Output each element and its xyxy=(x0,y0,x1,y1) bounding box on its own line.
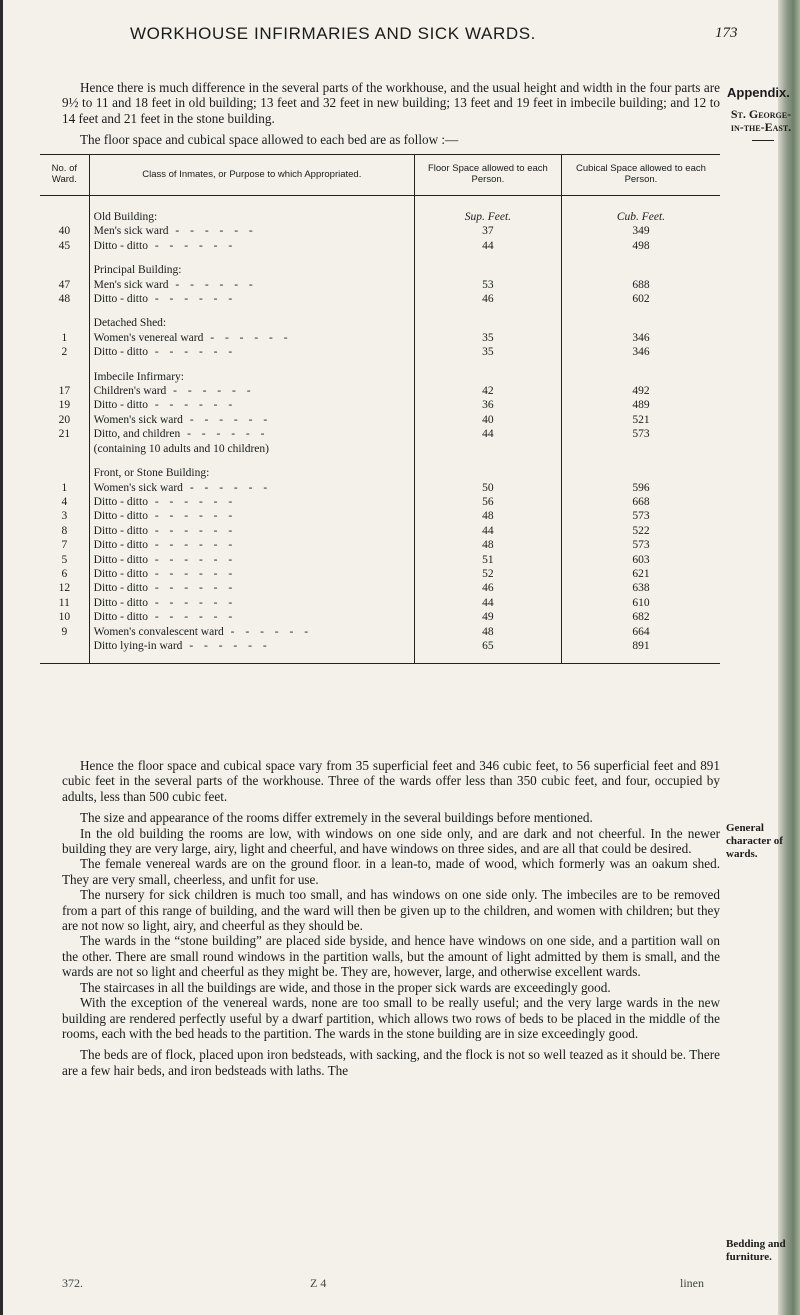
table-row xyxy=(40,292,720,306)
leader-dashes: - - - - - - xyxy=(168,225,257,238)
floor-space-value: 52 xyxy=(414,567,561,581)
table-row xyxy=(40,610,720,624)
ward-class-cell xyxy=(89,384,414,398)
ward-number: 45 xyxy=(58,239,71,252)
floor-space-value: 35 xyxy=(414,331,561,345)
leader-dashes: - - - - - - xyxy=(166,385,255,398)
ward-description: Ditto lying-in ward xyxy=(93,639,183,652)
ward-number xyxy=(40,639,89,664)
cubic-unit xyxy=(561,306,720,330)
table-row xyxy=(40,384,720,398)
ward-no-cell xyxy=(40,306,89,330)
table-row xyxy=(40,427,720,441)
leader-dashes: - - - - - - xyxy=(203,331,292,344)
leader-dashes: - - - - - - xyxy=(147,346,237,359)
cubic-space-value: 602 xyxy=(561,292,720,306)
group-note-row xyxy=(40,442,720,456)
floor-space-value: 37 xyxy=(414,224,561,238)
ward-description: Ditto - ditto xyxy=(93,239,148,252)
ward-number: 21 xyxy=(58,428,71,441)
ward-class-cell xyxy=(89,553,414,567)
ward-class-cell xyxy=(89,224,414,238)
floor-unit: Sup. Feet. xyxy=(414,196,561,225)
table-row xyxy=(40,224,720,238)
ward-number: 47 xyxy=(58,278,71,291)
cubic-space-value: 573 xyxy=(561,538,720,552)
table-row xyxy=(40,481,720,495)
ward-class-cell xyxy=(89,481,414,495)
cubic-space-value: 638 xyxy=(561,581,720,595)
floor-unit xyxy=(414,306,561,330)
ward-number: 17 xyxy=(58,385,71,398)
leader-dashes: - - - - - - xyxy=(182,481,272,494)
leader-dashes: - - - - - - xyxy=(182,413,272,426)
ward-number: 5 xyxy=(61,553,68,566)
ward-class-cell xyxy=(89,625,414,639)
table-row xyxy=(40,331,720,345)
leader-dashes: - - - - - - xyxy=(223,625,313,638)
ward-description: Ditto - ditto xyxy=(93,582,148,595)
floor-space-value: 49 xyxy=(414,610,561,624)
cubic-space-value: 621 xyxy=(561,567,720,581)
floor-space-value: 36 xyxy=(414,398,561,412)
group-title: Front, or Stone Building: xyxy=(89,456,414,480)
table-row xyxy=(40,345,720,359)
ward-number: 20 xyxy=(58,413,71,426)
cubic-space-value: 346 xyxy=(561,331,720,345)
leader-dashes: - - - - - - xyxy=(147,611,237,624)
ward-class-cell xyxy=(89,292,414,306)
signature-mark: Z 4 xyxy=(310,1276,327,1290)
ward-space-table xyxy=(40,154,720,664)
intro-paragraph: Hence there is much difference in the several parts of the workhouse, and the usual height and width in the four parts are 9½ to 11 and 18 feet in old building; 13 feet and 32 feet in new building; 13 feet and 19 feet in imbecile building; and 12 to 14 feet and 21 feet in the stone building. xyxy=(62,80,720,126)
table-row xyxy=(40,509,720,523)
cubic-space-value: 521 xyxy=(561,413,720,427)
cubic-cell xyxy=(561,442,720,456)
group-heading-row xyxy=(40,456,720,480)
floor-unit xyxy=(414,456,561,480)
table-body xyxy=(40,196,720,664)
leader-dashes: - - - - - - xyxy=(147,399,237,412)
leader-dashes: - - - - - - xyxy=(147,582,237,595)
group-heading-row xyxy=(40,253,720,277)
ward-number: 7 xyxy=(61,539,68,552)
floor-space-value: 35 xyxy=(414,345,561,359)
footer-number: 372. xyxy=(62,1276,83,1290)
group-title: Principal Building: xyxy=(89,253,414,277)
ward-number: 2 xyxy=(61,346,68,359)
table-row xyxy=(40,567,720,581)
floor-space-value: 44 xyxy=(414,524,561,538)
floor-space-value: 50 xyxy=(414,481,561,495)
paragraph: The beds are of flock, placed upon iron bedsteads, with sacking, and the flock is not so well teazed as it should be. There are a few hair beds, and iron bedsteads with laths. The xyxy=(62,1047,720,1078)
ward-no-cell xyxy=(40,442,89,456)
ward-class-cell xyxy=(89,427,414,441)
ward-number: 10 xyxy=(58,611,71,624)
appendix-label: Appendix. xyxy=(727,85,790,100)
table-row xyxy=(40,524,720,538)
paragraph: The nursery for sick children is much too small, and has windows on one side only. The imbeciles are to be removed from a part of this range of building, and the ward will then be given up to the children, and women with children; but they are not now so light, airy, and cheerful as they should be. xyxy=(62,887,720,934)
leader-dashes: - - - - - - xyxy=(147,524,237,537)
cubic-space-value: 492 xyxy=(561,384,720,398)
ward-class-cell xyxy=(89,413,414,427)
cubic-space-value: 596 xyxy=(561,481,720,495)
leader-dashes: - - - - - - xyxy=(147,567,237,580)
cubic-space-value: 489 xyxy=(561,398,720,412)
cubic-unit: Cub. Feet. xyxy=(561,196,720,225)
ward-no-cell xyxy=(40,360,89,384)
table-row xyxy=(40,553,720,567)
leader-dashes: - - - - - - xyxy=(168,278,257,291)
leader-dashes: - - - - - - xyxy=(180,428,269,441)
ward-description: Ditto - ditto xyxy=(93,611,148,624)
leader-dashes: - - - - - - xyxy=(147,539,237,552)
bedding-note: Bedding and furniture. xyxy=(726,1238,786,1263)
ward-description: Women's venereal ward xyxy=(93,331,204,344)
floor-space-value: 48 xyxy=(414,538,561,552)
cubic-space-value: 603 xyxy=(561,553,720,567)
group-title: Old Building: xyxy=(89,196,414,225)
discussion-section xyxy=(62,758,720,1078)
ward-class-cell xyxy=(89,538,414,552)
header-ward-no: No. of Ward. xyxy=(40,155,89,196)
ward-class-cell xyxy=(89,398,414,412)
ward-table xyxy=(40,154,720,664)
table-row xyxy=(40,278,720,292)
floor-cell xyxy=(414,442,561,456)
page-edge xyxy=(778,0,800,1315)
group-title: Detached Shed: xyxy=(89,306,414,330)
floor-space-value: 48 xyxy=(414,509,561,523)
cubic-space-value: 610 xyxy=(561,596,720,610)
floor-space-value: 44 xyxy=(414,427,561,441)
general-character-note: General character of wards. xyxy=(726,822,783,860)
floor-space-value: 51 xyxy=(414,553,561,567)
ward-description: Ditto - ditto xyxy=(93,539,148,552)
paragraph: The size and appearance of the rooms differ extremely in the several buildings before mentioned. xyxy=(80,810,593,826)
leader-dashes: - - - - - - xyxy=(147,553,237,566)
ward-no-cell xyxy=(40,456,89,480)
ward-description: Ditto, and children xyxy=(93,428,181,441)
ward-description: Men's sick ward xyxy=(93,225,169,238)
table-row xyxy=(40,581,720,595)
cubic-unit xyxy=(561,360,720,384)
paragraph: The staircases in all the buildings are wide, and those in the proper sick wards are exceedingly good. xyxy=(80,979,611,995)
ward-description: Ditto - ditto xyxy=(93,567,148,580)
cubic-space-value: 522 xyxy=(561,524,720,538)
ward-number: 12 xyxy=(58,582,71,595)
ward-description: Ditto - ditto xyxy=(93,510,148,523)
floor-unit xyxy=(414,360,561,384)
group-heading-row xyxy=(40,306,720,330)
floor-space-value: 46 xyxy=(414,292,561,306)
ward-class-cell xyxy=(89,495,414,509)
cubic-space-value: 668 xyxy=(561,495,720,509)
ward-description: Men's sick ward xyxy=(93,278,169,291)
ward-class-cell xyxy=(89,345,414,359)
ward-class-cell xyxy=(89,278,414,292)
ward-number: 1 xyxy=(61,481,68,494)
ward-description: Ditto - ditto xyxy=(93,596,148,609)
ward-number: 3 xyxy=(61,510,68,523)
cubic-space-value: 573 xyxy=(561,509,720,523)
ward-description: Women's sick ward xyxy=(93,413,183,426)
ward-description: Ditto - ditto xyxy=(93,346,148,359)
cubic-unit xyxy=(561,253,720,277)
table-row xyxy=(40,596,720,610)
ward-description: Ditto - ditto xyxy=(93,293,148,306)
ward-description: Ditto - ditto xyxy=(93,399,148,412)
ward-class-cell xyxy=(89,610,414,624)
leader-dashes: - - - - - - xyxy=(182,639,271,652)
ward-number: 8 xyxy=(61,524,68,537)
ward-no-cell xyxy=(40,253,89,277)
ward-class-cell xyxy=(89,639,414,664)
header-cubic-space: Cubical Space allowed to each Person. xyxy=(561,155,720,196)
paragraph: Hence the floor space and cubical space vary from 35 superficial feet and 346 cubic feet, to 56 superficial feet and 891 cubic feet in the several parts of the workhouse. Three of the wards offer less than 350 cubic feet, and four, occupied by adults, less than 500 cubic feet. xyxy=(62,758,720,804)
ward-number: 11 xyxy=(58,596,70,609)
ward-description: Children's ward xyxy=(93,385,167,398)
leader-dashes: - - - - - - xyxy=(147,495,237,508)
page-number: 173 xyxy=(715,25,738,41)
intro-section xyxy=(62,80,720,148)
cubic-space-value: 682 xyxy=(561,610,720,624)
cubic-space-value: 349 xyxy=(561,224,720,238)
ward-description: Women's convalescent ward xyxy=(93,625,224,638)
ward-no-cell xyxy=(40,196,89,225)
group-note: (containing 10 adults and 10 children) xyxy=(89,442,414,456)
ward-class-cell xyxy=(89,239,414,253)
floor-space-value: 44 xyxy=(414,239,561,253)
catchword: linen xyxy=(680,1276,704,1290)
floor-unit xyxy=(414,253,561,277)
cubic-space-value: 688 xyxy=(561,278,720,292)
floor-space-value: 40 xyxy=(414,413,561,427)
ward-description: Ditto - ditto xyxy=(93,524,148,537)
cubic-space-value: 498 xyxy=(561,239,720,253)
ward-class-cell xyxy=(89,596,414,610)
ward-description: Women's sick ward xyxy=(93,481,183,494)
cubic-space-value: 664 xyxy=(561,625,720,639)
ward-description: Ditto - ditto xyxy=(93,495,148,508)
group-title: Imbecile Infirmary: xyxy=(89,360,414,384)
table-row xyxy=(40,495,720,509)
ward-number: 6 xyxy=(61,567,68,580)
floor-space-value: 65 xyxy=(414,639,561,664)
floor-space-value: 44 xyxy=(414,596,561,610)
table-row xyxy=(40,625,720,639)
ward-number: 9 xyxy=(61,625,68,638)
header-floor-space: Floor Space allowed to each Person. xyxy=(414,155,561,196)
paragraph: The female venereal wards are on the ground floor. in a lean-to, made of wood, which formerly was an oakum shed. They are very small, cheerless, and unfit for use. xyxy=(62,856,720,887)
ward-number: 48 xyxy=(58,293,71,306)
leader-dashes: - - - - - - xyxy=(147,510,237,523)
floor-space-value: 42 xyxy=(414,384,561,398)
binding-edge xyxy=(0,0,3,1315)
paragraph: The wards in the “stone building” are placed side byside, and hence have windows on one side, and a partition wall on the other. There are small round windows in the partition walls, but the amount of light admitted by them is small, and the wards are not so light and cheerful as they might be. They are, however, large, and otherwise excellent wards. xyxy=(62,933,720,980)
floor-space-value: 46 xyxy=(414,581,561,595)
leader-dashes: - - - - - - xyxy=(147,239,237,252)
table-lead-in: The floor space and cubical space allowed to each bed are as follow :— xyxy=(80,132,459,148)
table-row xyxy=(40,398,720,412)
page-title: WORKHOUSE INFIRMARIES AND SICK WARDS. xyxy=(130,24,536,43)
table-row xyxy=(40,639,720,664)
table-row xyxy=(40,538,720,552)
margin-rule xyxy=(752,140,774,141)
cubic-space-value: 891 xyxy=(561,639,720,664)
parish-label: St. George-in-the-East. xyxy=(730,107,792,134)
ward-class-cell xyxy=(89,331,414,345)
leader-dashes: - - - - - - xyxy=(147,596,237,609)
ward-class-cell xyxy=(89,509,414,523)
ward-number: 40 xyxy=(58,225,71,238)
cubic-space-value: 573 xyxy=(561,427,720,441)
header-class: Class of Inmates, or Purpose to which Appropriated. xyxy=(89,155,414,196)
group-heading-row xyxy=(40,196,720,225)
ward-number: 19 xyxy=(58,399,71,412)
floor-space-value: 53 xyxy=(414,278,561,292)
leader-dashes: - - - - - - xyxy=(147,293,237,306)
floor-space-value: 56 xyxy=(414,495,561,509)
ward-class-cell xyxy=(89,567,414,581)
floor-space-value: 48 xyxy=(414,625,561,639)
cubic-space-value: 346 xyxy=(561,345,720,359)
ward-class-cell xyxy=(89,524,414,538)
table-row xyxy=(40,413,720,427)
table-row xyxy=(40,239,720,253)
ward-class-cell xyxy=(89,581,414,595)
ward-description: Ditto - ditto xyxy=(93,553,148,566)
paragraph: In the old building the rooms are low, with windows on one side only, and are dark and not cheerful. In the newer building they are very large, airy, light and cheerful, and have windows on three sides, and are all that could be desired. xyxy=(62,825,720,857)
ward-number: 4 xyxy=(61,495,68,508)
group-heading-row xyxy=(40,360,720,384)
ward-number: 1 xyxy=(61,331,68,344)
cubic-unit xyxy=(561,456,720,480)
paragraph: With the exception of the venereal wards, none are too small to be really useful; and the very large wards in the new building are rendered perfectly useful by a dwarf partition, which allows two rows of beds to be placed in the middle of the rooms, each with the bed heads to the partition. The wards in the stone building are in size exceedingly good. xyxy=(62,995,720,1041)
